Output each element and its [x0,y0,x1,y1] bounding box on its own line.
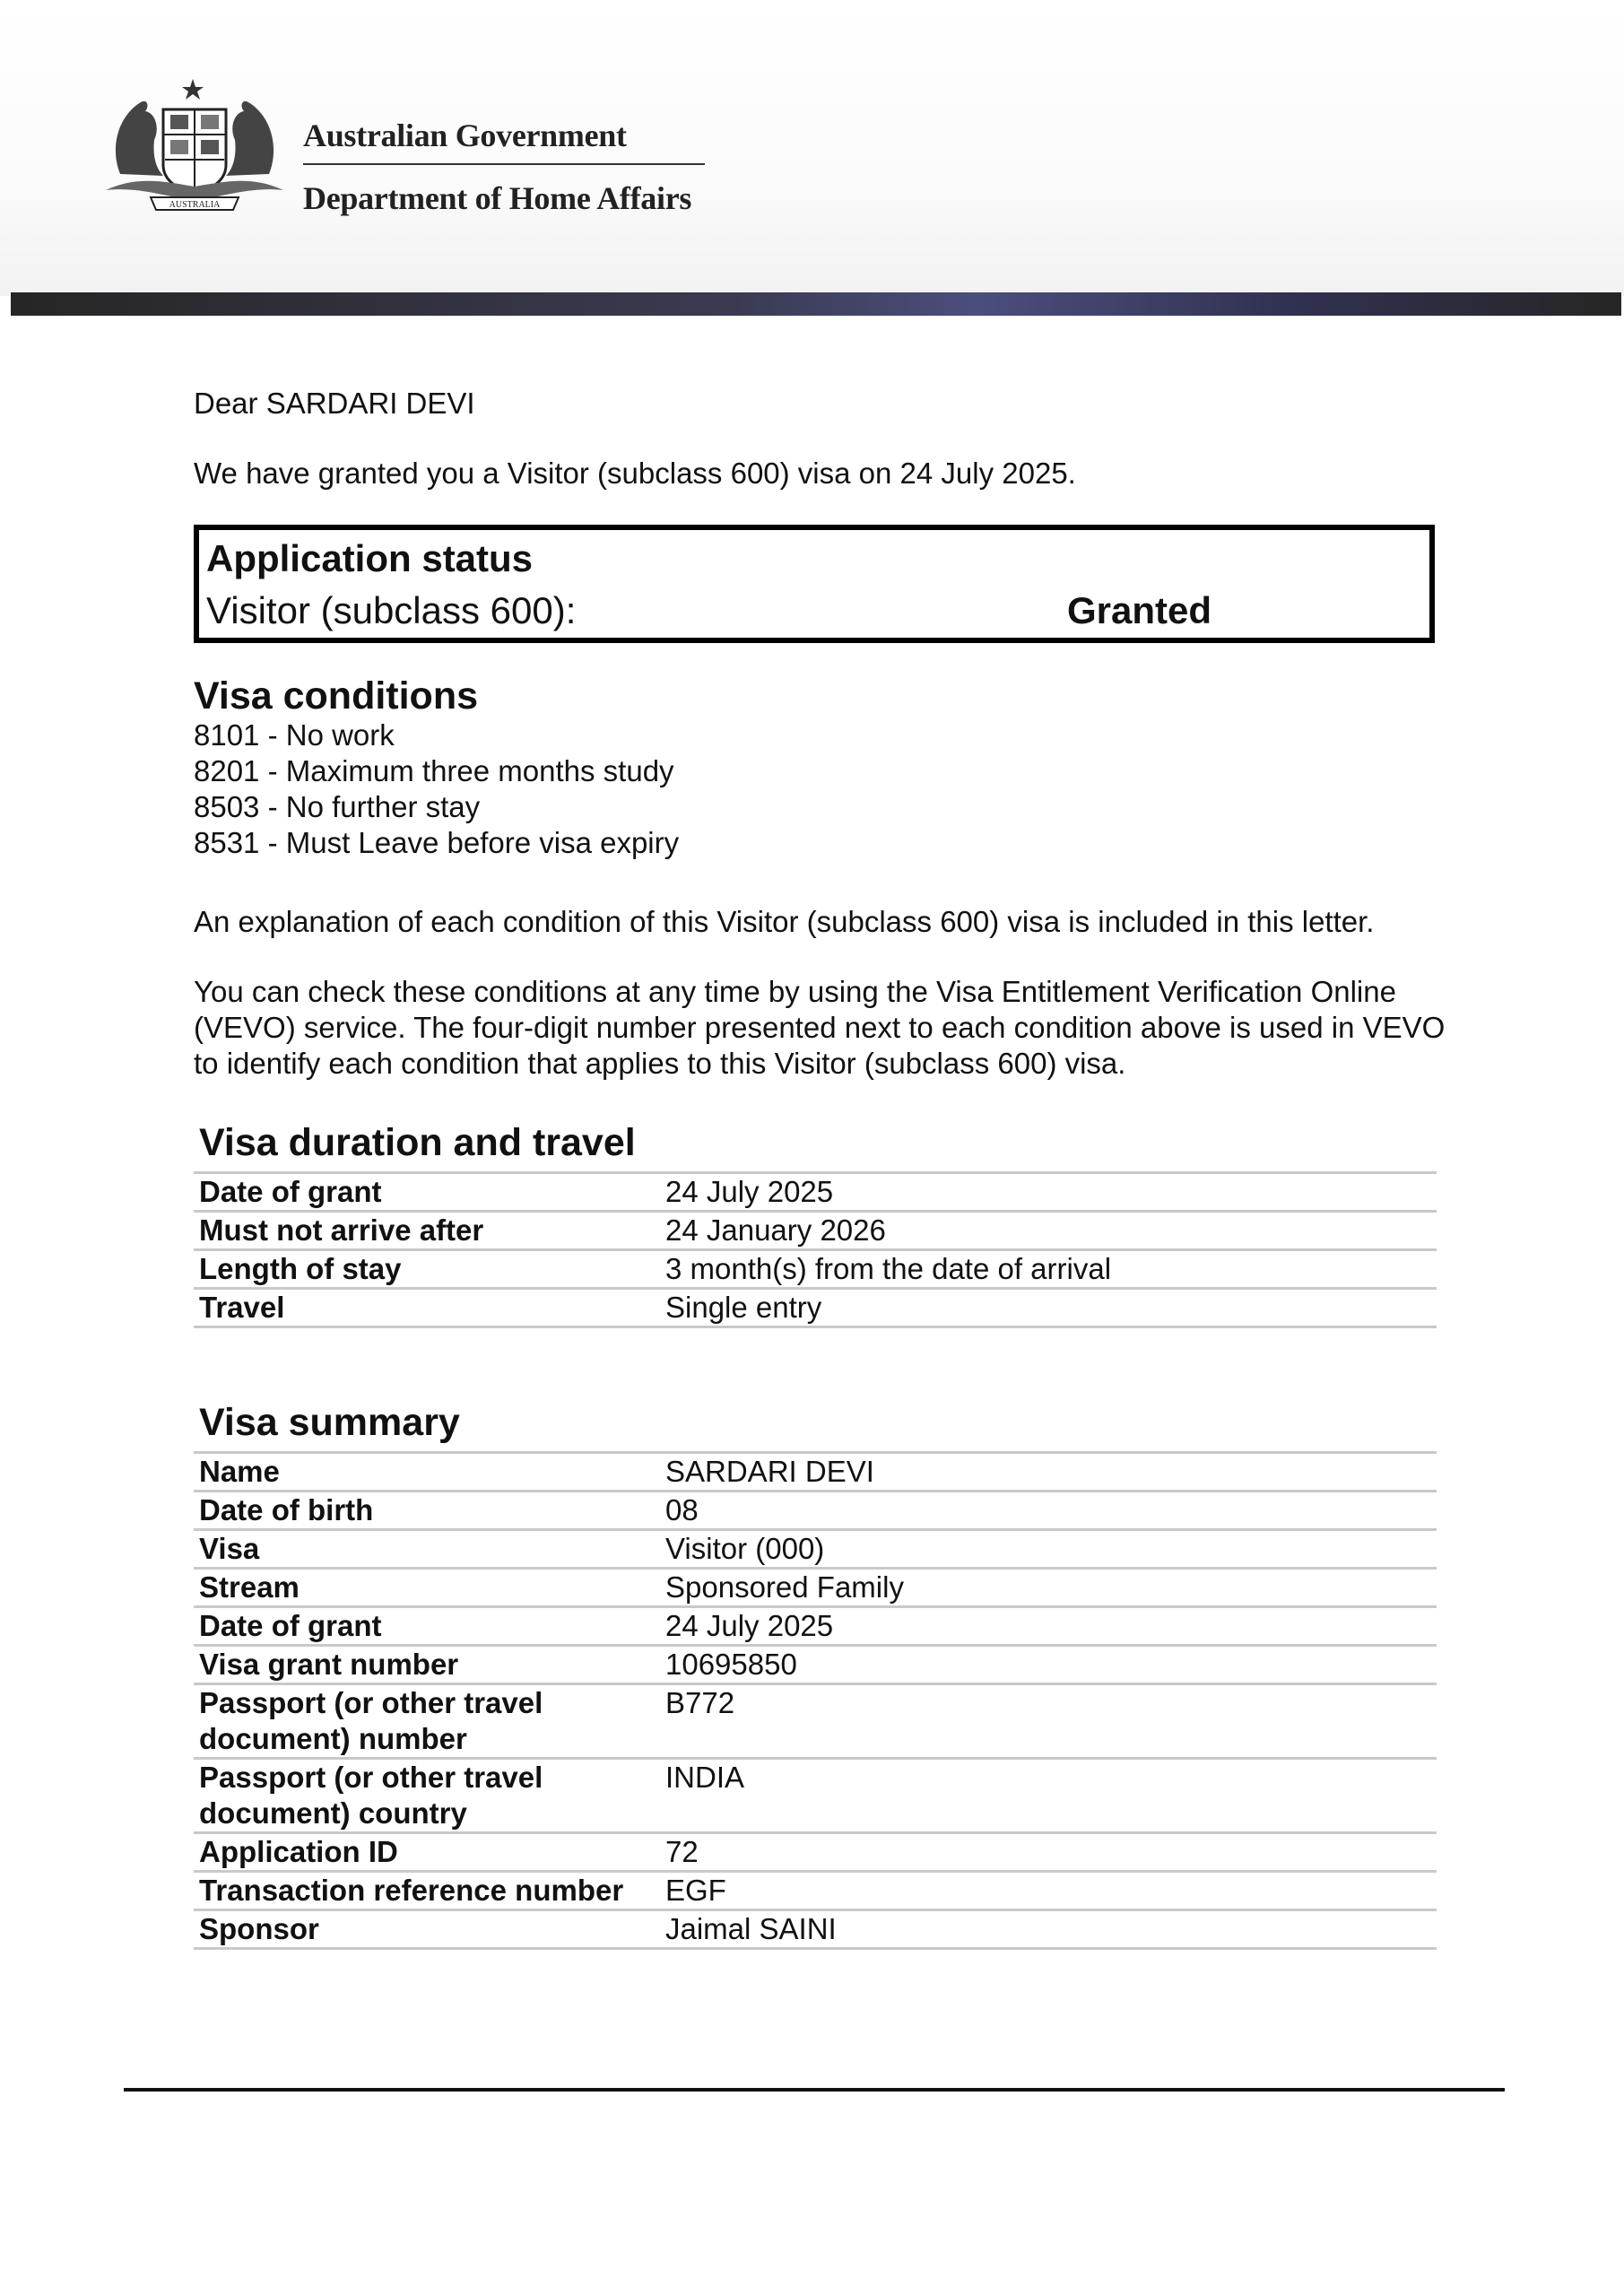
row-label: Length of stay [194,1250,653,1289]
footer-rule [124,2088,1505,2092]
table-row [194,1910,1437,1949]
row-label: Visa grant number [194,1646,653,1684]
table-row [194,1833,1437,1872]
application-status-box [194,525,1435,643]
row-label: Travel [194,1289,653,1327]
department-name: Department of Home Affairs [303,180,692,216]
table-row [194,1173,1437,1212]
row-value: SARDARI DEVI [653,1453,1437,1492]
condition-item: 8101 - No work [194,718,395,752]
status-heading: Application status [206,537,534,579]
table-row [194,1453,1437,1492]
row-value: INDIA [653,1759,1437,1833]
row-value: Jaimal SAINI [653,1910,1437,1949]
visa-summary-title: Visa summary [199,1401,460,1444]
condition-item: 8531 - Must Leave before visa expiry [194,826,680,859]
table-row [194,1212,1437,1250]
row-label: Stream [194,1569,653,1607]
row-label: Application ID [194,1833,653,1872]
row-value: 24 July 2025 [653,1173,1437,1212]
row-value: 72 [653,1833,1437,1872]
conditions-list [194,718,679,861]
row-value: 08 [653,1492,1437,1530]
divider [303,163,705,165]
table-row [194,1872,1437,1910]
table-row [194,1607,1437,1646]
row-value: B772 [653,1684,1437,1759]
table-row [194,1646,1437,1684]
grant-intro: We have granted you a Visitor (subclass 600) visa on 24 July 2025. [194,457,1076,490]
condition-item: 8503 - No further stay [194,790,481,823]
row-label: Passport (or other travel document) number [194,1684,653,1759]
salutation: Dear SARDARI DEVI [194,387,475,420]
table-row [194,1250,1437,1289]
vevo-paragraph: You can check these conditions at any time by using the Visa Entitlement Verification Online (VEVO) service. The four-digit number presented next to each condition above is used in VEVO to identify each condition that applies to this Visitor (subclass 600) visa. [194,975,1446,1080]
table-row [194,1492,1437,1530]
status-visa-label: Visitor (subclass 600): [206,589,577,631]
header-band [11,292,1621,316]
row-label: Must not arrive after [194,1212,653,1250]
government-name: Australian Government [303,117,627,153]
row-value: 24 January 2026 [653,1212,1437,1250]
conditions-explanation: An explanation of each condition of this Visitor (subclass 600) visa is included in this letter. [194,905,1375,938]
agency-name [303,115,705,219]
table-row [194,1684,1437,1759]
row-value: Single entry [653,1289,1437,1327]
row-value: 10695850 [653,1646,1437,1684]
row-label: Name [194,1453,653,1492]
row-label: Date of grant [194,1173,653,1212]
visa-conditions-title: Visa conditions [194,674,478,718]
row-value: EGF [653,1872,1437,1910]
table-row [194,1759,1437,1833]
row-label: Date of grant [194,1607,653,1646]
table-row [194,1530,1437,1569]
table-row [194,1289,1437,1327]
status-value: Granted [1067,589,1212,631]
row-value: 24 July 2025 [653,1607,1437,1646]
duration-table [194,1171,1437,1328]
condition-item: 8201 - Maximum three months study [194,754,674,787]
row-value: Sponsored Family [653,1569,1437,1607]
summary-table [194,1451,1437,1950]
row-value: 3 month(s) from the date of arrival [653,1250,1437,1289]
row-label: Date of birth [194,1492,653,1530]
row-value: Visitor (000) [653,1530,1437,1569]
table-row [194,1569,1437,1607]
row-label: Transaction reference number [194,1872,653,1910]
duration-title: Visa duration and travel [199,1121,636,1164]
coat-of-arms-logo [100,75,289,219]
row-label: Passport (or other travel document) country [194,1759,653,1833]
svg-text:AUSTRALIA: AUSTRALIA [169,200,221,210]
row-label: Visa [194,1530,653,1569]
row-label: Sponsor [194,1910,653,1949]
